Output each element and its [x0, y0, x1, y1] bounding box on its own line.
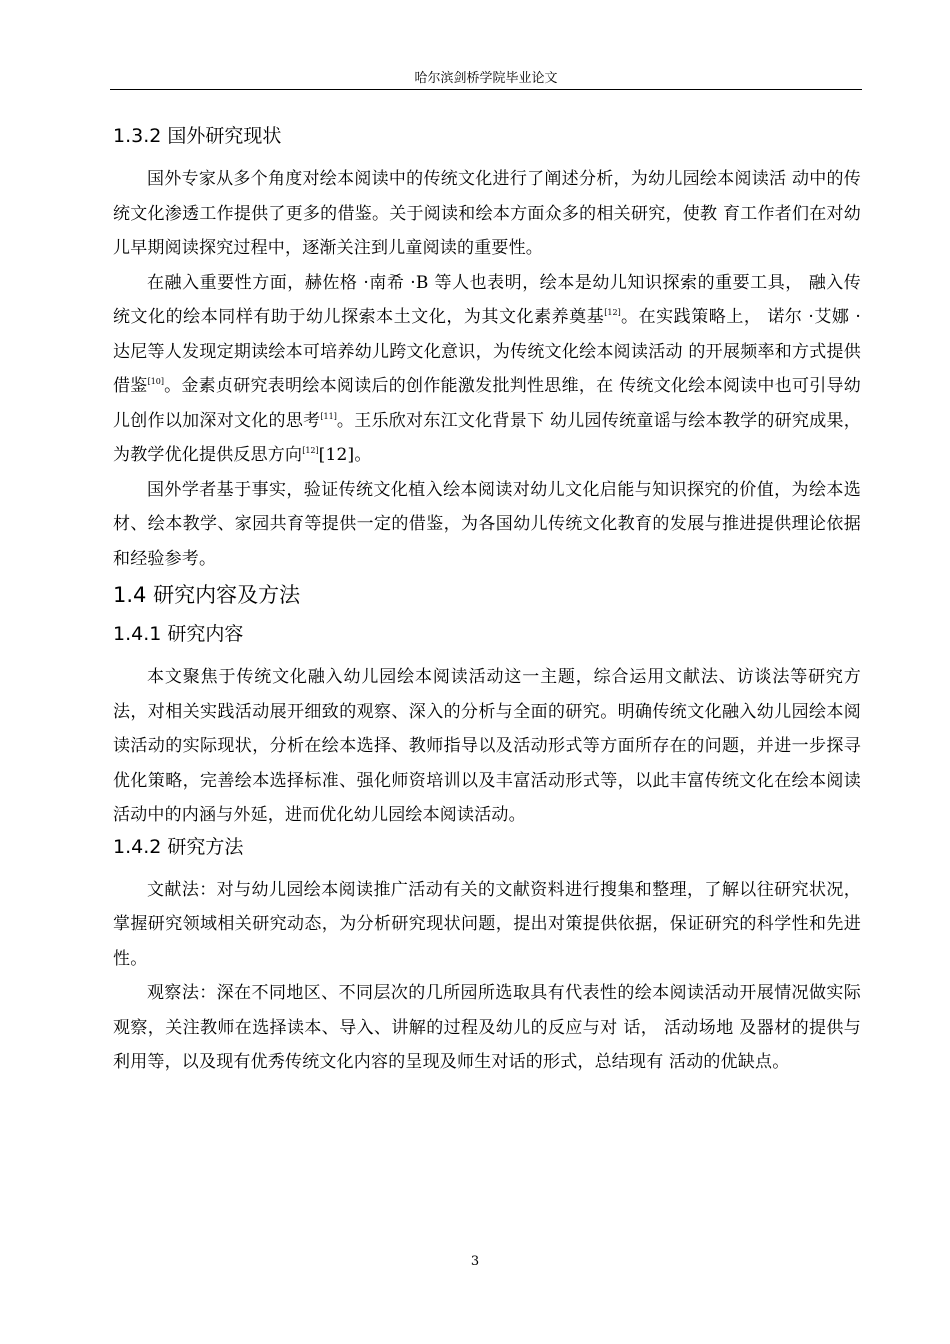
citation-mark: [12] — [302, 446, 319, 455]
citation-mark: [12] — [604, 308, 621, 317]
paragraph — [113, 266, 861, 473]
header-rule — [110, 89, 862, 90]
citation-mark: [11] — [320, 411, 337, 421]
text-run: 本文聚焦于传统文化融入幼儿园绘本阅读活动这一主题，综合运用文献法、访谈法等研究方法，对相关实践活动展开细致的观察、深入的分析与全面的研究。明确传统文化融入幼儿园绘本阅读活动的实际现状，分析在绘本选择、教师指导以及活动形式等方面所存在的问题，并进一步探寻优化策略，完善绘本选择标准、强化师资培训以及丰富活动形式等，以此丰富传统文化在绘本阅读活动中的内涵与外延，进而优化幼儿园绘本阅读活动。 — [113, 667, 861, 825]
text-run: 。金素贞研究表明绘本阅读后的创作能激发批判性思维，在 传统文化绘本阅读中也可引导幼儿创作以加深对文化的思考 — [113, 376, 861, 431]
section-heading-1-3-2: 1.3.2 国外研究现状 — [113, 125, 282, 147]
text-run: 国外专家从多个角度对绘本阅读中的传统文化进行了阐述分析，为幼儿园绘本阅读活 动中的传统文化渗透工作提供了更多的借鉴。关于阅读和绘本方面众多的相关研究，使教 育工作者们在对幼儿早期阅读探究过程中，逐渐关注到儿童阅读的重要性。 — [113, 169, 861, 258]
paragraph — [113, 660, 861, 833]
text-run: 观察法：深在不同地区、不同层次的几所园所选取具有代表性的绘本阅读活动开展情况做实际观察，关注教师在选择读本、导入、讲解的过程及幼儿的反应与对 话， 活动场地 及器材的提供与利用等，以及现有优秀传统文化内容的呈现及师生对话的形式，总结现有 活动的优缺点。 — [113, 983, 861, 1072]
citation-mark: [10] — [147, 377, 164, 386]
text-run: 。在实践策略上， 诺尔 ·艾娜 ·达尼等人发现定期读绘本可培养幼儿跨文化意识，为传统文化绘本阅读活动 的开展频率和方式提供借鉴 — [113, 307, 861, 396]
page-body — [113, 122, 861, 1080]
text-run: 在融入重要性方面，赫佐格 ·南希 ·B 等人也表明，绘本是幼儿知识探索的重要工具， 融入传统文化的绘本同样有助于幼儿探索本土文化，为其文化素养奠基 — [113, 272, 861, 327]
paragraph — [113, 873, 861, 977]
text-run: 文献法：对与幼儿园绘本阅读推广活动有关的文献资料进行搜集和整理，了解以往研究状况，掌握研究领域相关研究动态，为分析研究现状问题，提出对策提供依据，保证研究的科学性和先进性。 — [113, 879, 861, 969]
text-run: [12]。 — [318, 445, 372, 465]
text-run: 。王乐欣对东江文化背景下 幼儿园传统童谣与绘本教学的研究成果，为教学优化提供反思方向 — [113, 410, 861, 465]
running-header: 哈尔滨剑桥学院毕业论文 — [414, 71, 558, 86]
page-number: 3 — [470, 1254, 480, 1269]
paragraph — [113, 162, 861, 266]
section-heading-1-4: 1.4 研究内容及方法 — [113, 583, 301, 607]
paragraph — [113, 976, 861, 1080]
section-heading-1-4-2: 1.4.2 研究方法 — [113, 835, 244, 858]
section-heading-1-4-1: 1.4.1 研究内容 — [113, 623, 244, 645]
text-run: 国外学者基于事实，验证传统文化植入绘本阅读对幼儿文化启能与知识探究的价值，为绘本选材、绘本教学、家园共育等提供一定的借鉴，为各国幼儿传统文化教育的发展与推进提供理论依据和经验参考。 — [113, 479, 861, 569]
paragraph — [113, 473, 861, 577]
